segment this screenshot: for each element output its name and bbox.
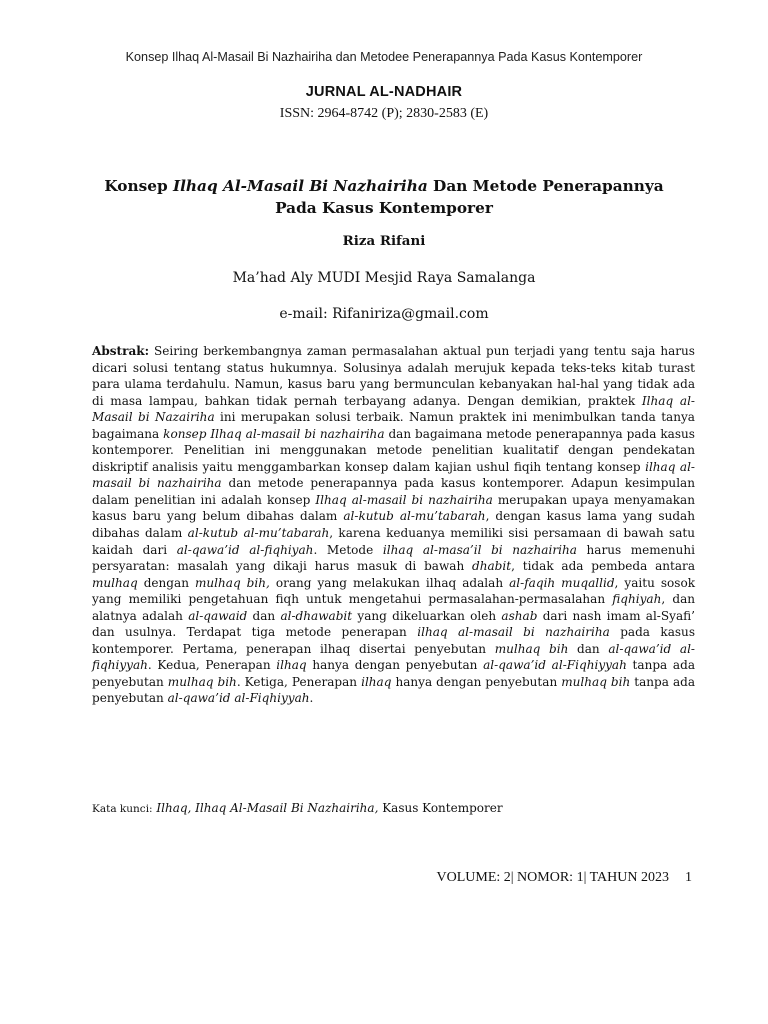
abstract-italic-term: ilhaq al-masail bi nazhairiha xyxy=(417,625,610,640)
abstract-text: , dengan kasus lama yang sudah dibahas dalam xyxy=(92,509,696,541)
abstract-text: hanya dengan penyebutan xyxy=(391,674,562,689)
abstract-italic-term: al-kutub al-mu’tabarah xyxy=(187,526,330,541)
page-footer xyxy=(436,870,692,886)
abstract-italic-term: dhabit xyxy=(472,559,512,574)
abstract-text: pada kasus kontemporer. Pertama, penerapan ilhaq disertai penyebutan xyxy=(92,625,695,656)
keywords-rest: Kasus Kontemporer xyxy=(378,801,503,815)
abstract-text: hanya dengan penyebutan xyxy=(306,658,484,673)
abstract-text: . Ketiga, Penerapan xyxy=(236,674,362,689)
abstract-italic-term: mulhaq bih, xyxy=(194,575,270,590)
title-italic: Ilhaq Al-Masail Bi Nazhairiha xyxy=(172,177,428,195)
abstract-text: . xyxy=(309,691,314,706)
abstract-text: dan metode penerapannya pada kasus kontemporer. Adapun kesimpulan dalam penelitian ini adalah konsep xyxy=(92,476,695,507)
title-part-2: Dan Metode Penerapannya Pada Kasus Kontemporer xyxy=(275,177,664,217)
abstract-italic-term: ilhaq xyxy=(361,674,392,689)
abstract-italic-term: ilhaq al-masail bi nazhairiha xyxy=(92,459,696,491)
abstract-italic-term: mulhaq xyxy=(92,575,138,590)
abstract-text: dari nash imam al-Syafi’ dan usulnya. Terdapat tiga metode penerapan xyxy=(92,608,695,640)
abstract-italic-term: al-faqih muqallid xyxy=(509,575,615,590)
abstract-text: dan bagaimana metode penerapannya pada kasus kontemporer. Penelitian ini menggunakan metode penelitian kualitatif dengan pendekatan diskriptif analisis yaitu menggambarkan konsep dalam kajian ushul fiqih tentang konsep xyxy=(92,426,695,474)
abstract-text: harus memenuhi persyaratan: masalah yang dikaji harus masuk di bawah xyxy=(92,542,695,574)
abstract-italic-term: al-kutub al-mu’tabarah xyxy=(343,509,486,524)
author-affiliation: Ma’had Aly MUDI Mesjid Raya Samalanga xyxy=(232,270,536,286)
abstract-italic-term: ashab xyxy=(501,608,538,623)
keywords-italic: Ilhaq, Ilhaq Al-Masail Bi Nazhairiha, xyxy=(152,801,379,815)
abstract-italic-term: Ilhaq al-Masail bi Nazairiha xyxy=(92,393,696,425)
abstract-text: , yaitu sosok yang memiliki pengetahuan fiqh untuk mengetahui permasalahan-permasalahan xyxy=(92,575,696,607)
abstract-italic-term: mulhaq bih xyxy=(167,674,237,689)
abstract-text: dan xyxy=(247,608,281,623)
abstract-text: ini merupakan solusi terbaik. Namun praktek ini menimbulkan tanda tanya bagaimana xyxy=(92,410,695,441)
abstract-text: orang yang melakukan ilhaq adalah xyxy=(269,575,510,590)
title-part-1: Konsep xyxy=(104,177,173,195)
abstract-paragraph xyxy=(92,343,695,707)
author-email: e-mail: Rifaniriza@gmail.com xyxy=(279,306,489,322)
abstract-italic-term: al-qawaid xyxy=(188,608,248,623)
page-number: 1 xyxy=(685,870,692,885)
abstract-italic-term: al-qawa’id al-fiqhiyyah xyxy=(92,641,695,673)
abstract-text: tanpa ada penyebutan xyxy=(92,674,696,706)
abstract-label: Abstrak: xyxy=(92,344,150,358)
abstract-italic-term: al-qawa’id al-fiqhiyah xyxy=(176,542,314,557)
abstract-italic-term: konsep Ilhaq al-masail bi nazhairiha xyxy=(163,426,385,441)
abstract-text: , karena keduanya memiliki sisi persamaan di bawah satu kaidah dari xyxy=(92,526,695,557)
journal-name: JURNAL AL-NADHAIR xyxy=(305,84,463,100)
abstract-italic-term: Ilhaq al-masail bi nazhairiha xyxy=(315,492,493,507)
volume-info: VOLUME: 2| NOMOR: 1| TAHUN 2023 xyxy=(436,870,669,885)
abstract-text: , dan alatnya adalah xyxy=(92,592,696,623)
abstract-italic-term: al-dhawabit xyxy=(280,608,353,623)
abstract-italic-term: ilhaq al-masa’il bi nazhairiha xyxy=(382,542,577,557)
abstract-italic-term: al-qawa’id al-Fiqhiyyah xyxy=(483,658,627,673)
issn-line: ISSN: 2964-8742 (P); 2830-2583 (E) xyxy=(279,106,489,121)
abstract-italic-term: mulhaq bih xyxy=(561,674,631,689)
abstract-text: dengan xyxy=(137,575,195,590)
running-header: Konsep Ilhaq Al-Masail Bi Nazhairiha dan Metodee Penerapannya Pada Kasus Kontemporer xyxy=(125,50,643,64)
keywords-label: Kata kunci: xyxy=(92,803,153,815)
abstract-text: . Metode xyxy=(313,542,383,557)
abstract-italic-term: al-qawa’id al-Fiqhiyyah xyxy=(167,691,310,706)
abstract-text: , tidak ada pembeda antara xyxy=(511,559,695,574)
abstract-text: . Kedua, Penerapan xyxy=(147,658,277,673)
abstract-text: merupakan upaya menyamakan kasus baru yang belum dibahas dalam xyxy=(92,492,695,524)
abstract-text: yang dikeluarkan oleh xyxy=(352,608,502,623)
abstract-text: dan xyxy=(568,641,609,656)
abstract-italic-term: ilhaq xyxy=(276,658,307,673)
abstract-text: tanpa ada penyebutan xyxy=(92,658,695,689)
paper-title xyxy=(84,175,684,219)
author-name: Riza Rifani xyxy=(342,233,426,249)
abstract-italic-term: fiqhiyah xyxy=(612,592,662,607)
abstract-text: Seiring berkembangnya zaman permasalahan aktual pun terjadi yang tentu saja harus dicari solusi tentang status hukumnya. Solusinya adalah merujuk kepada teks-teks kitab turast para ulama terdahulu. Namun, kasus baru yang bermunculan kebanyakan hal-hal yang tidak ada di masa lampau, bahkan tidak pernah terbayang adanya. Dengan demikian, praktek xyxy=(92,344,695,408)
abstract-italic-term: mulhaq bih xyxy=(494,641,569,656)
keywords-line xyxy=(92,801,695,815)
